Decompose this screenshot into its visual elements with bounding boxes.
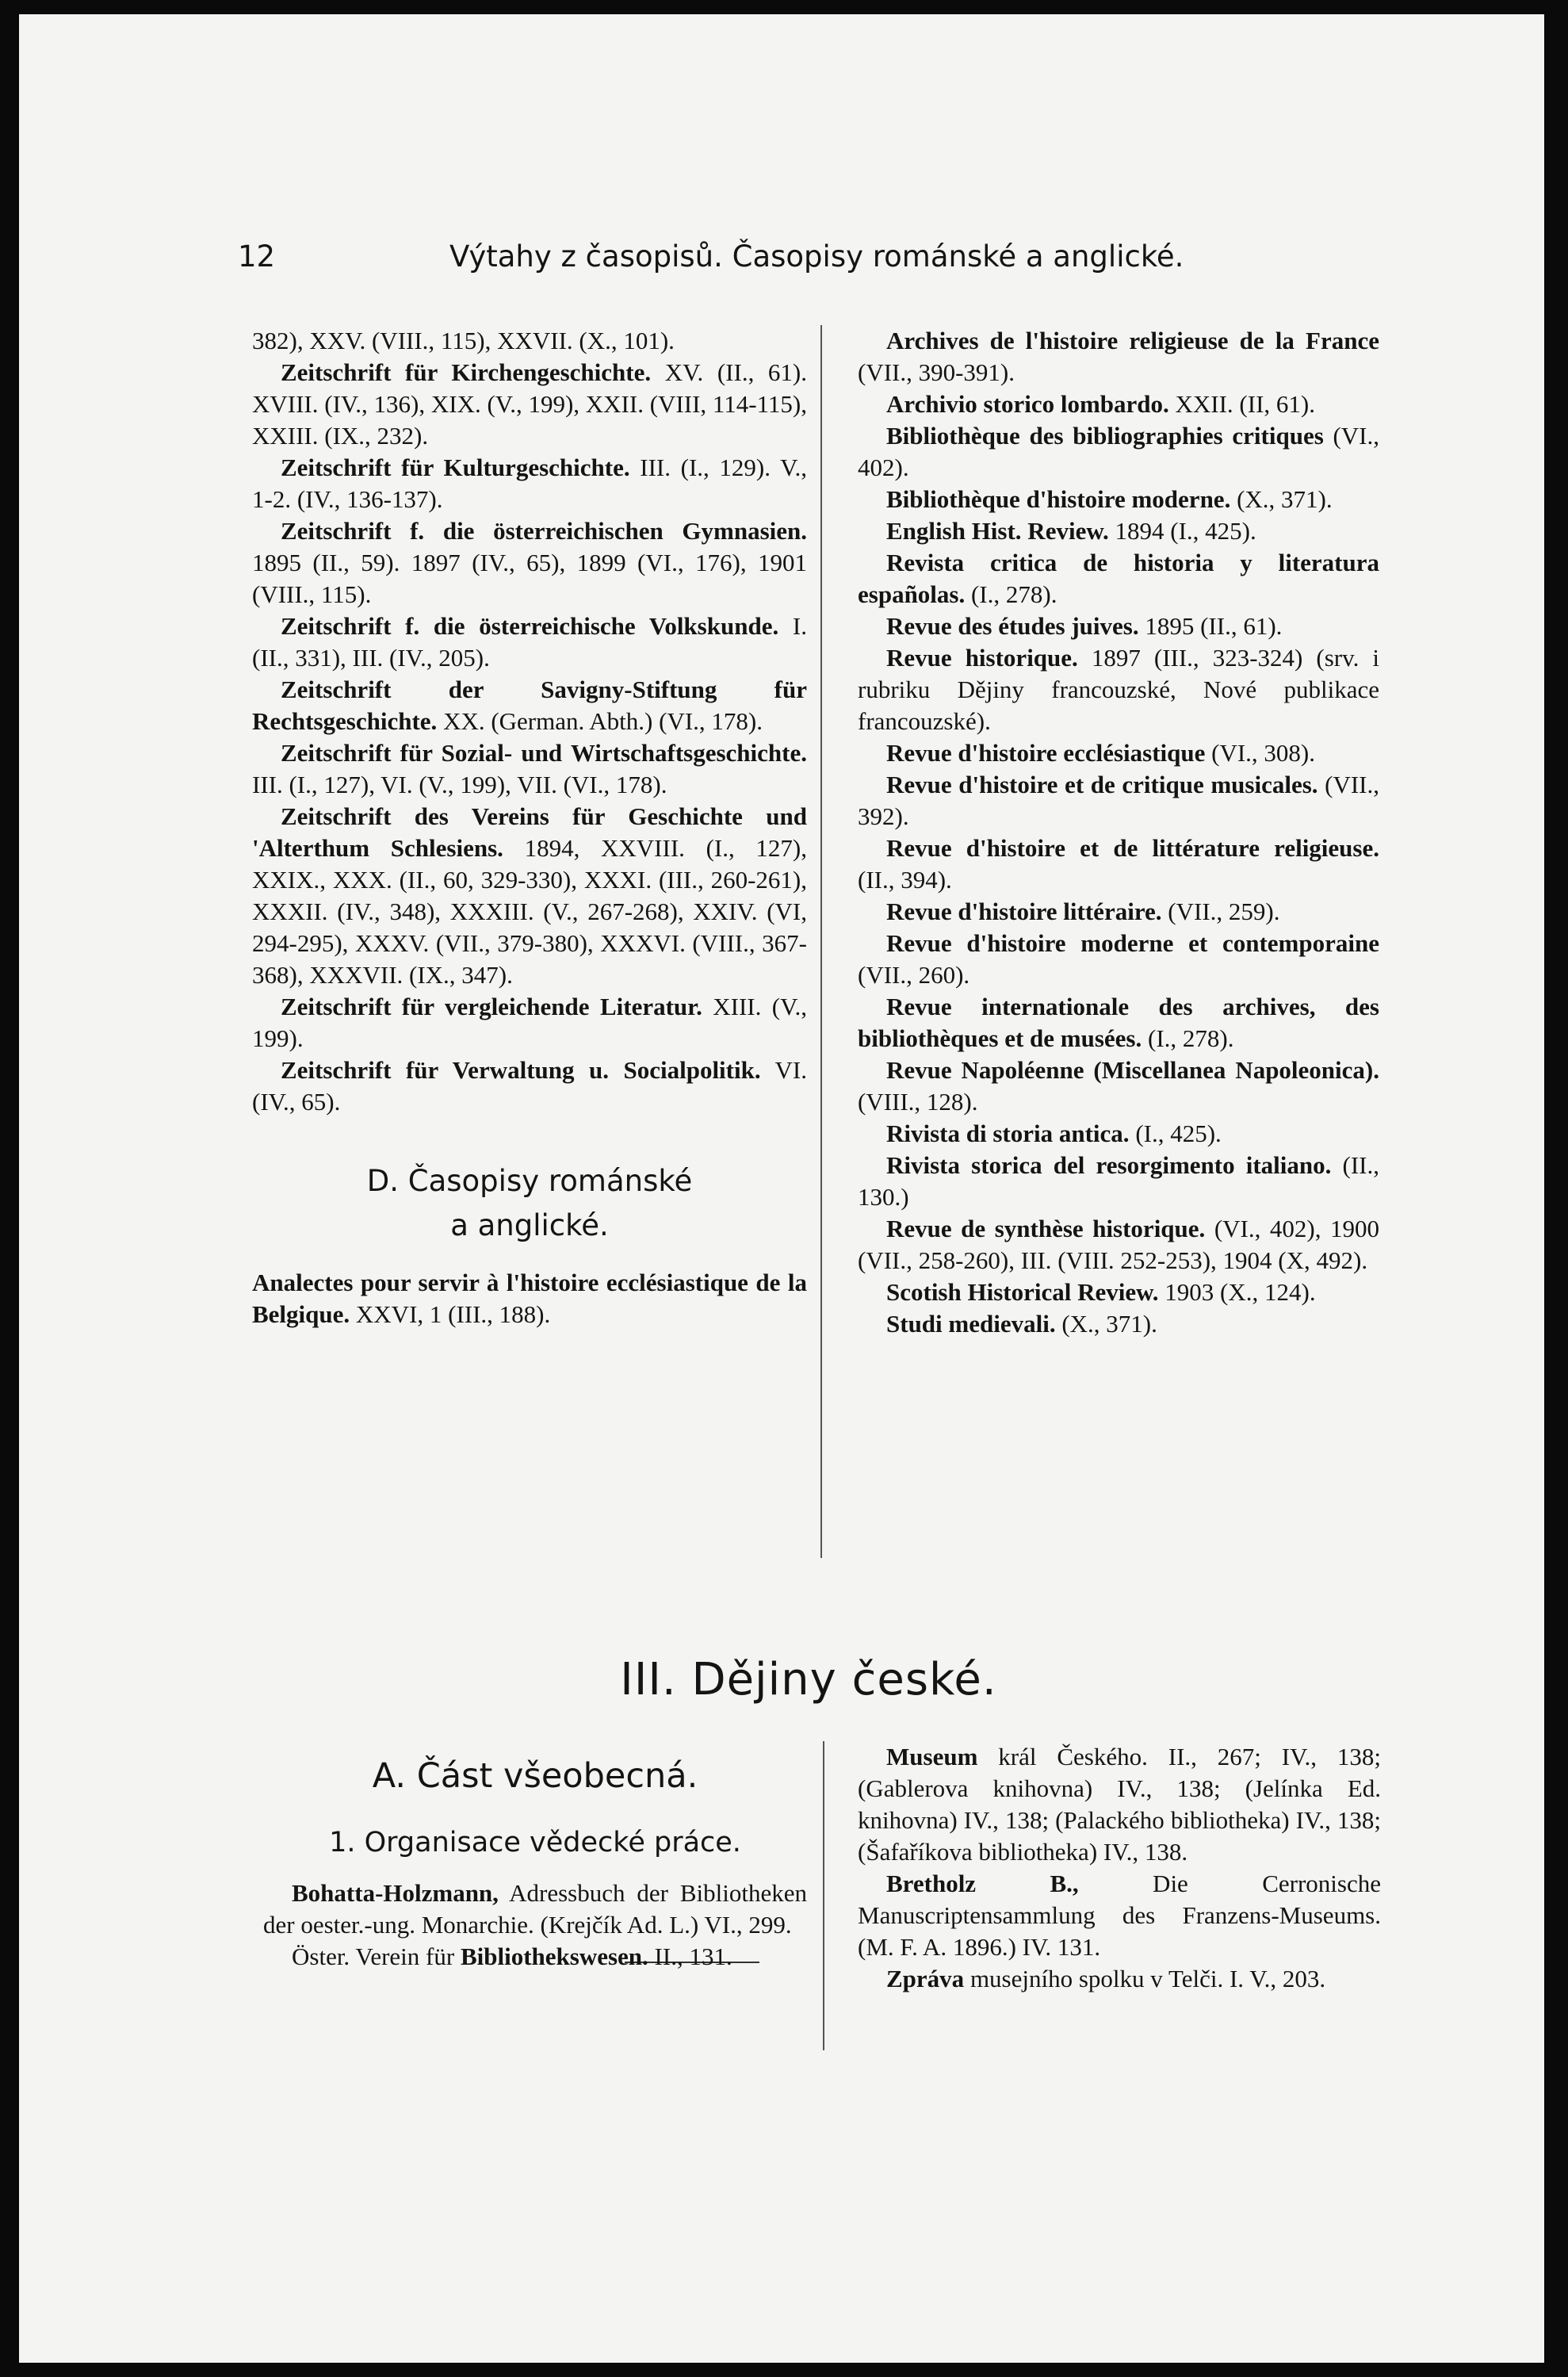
subsection-a-heading: A. Část všeobecná. xyxy=(372,1756,698,1796)
part-three-heading: III. Dějiny české. xyxy=(620,1654,997,1705)
column-divider xyxy=(820,325,822,1558)
entry: Zeitschrift für vergleichende Literatur. XIII. (V., 199). xyxy=(252,993,807,1052)
left-column-part-three xyxy=(263,1741,807,1970)
entry: English Hist. Review. 1894 (I., 425). xyxy=(886,517,1256,545)
entry: Zeitschrift f. die österreichische Volkskunde. I. (II., 331), III. (IV., 205). xyxy=(252,612,807,672)
right-column xyxy=(858,325,1379,1340)
running-title: Výtahy z časopisů. Časopisy románské a anglické. xyxy=(449,239,1184,274)
entry: Studi medievali. (X., 371). xyxy=(886,1310,1157,1338)
entry: Zpráva musejního spolku v Telči. I. V., 203. xyxy=(886,1965,1326,1992)
entry: Revue d'histoire moderne et contemporaine (VII., 260). xyxy=(858,929,1379,989)
entry: Zeitschrift für Verwaltung u. Socialpolitik. VI. (IV., 65). xyxy=(252,1056,808,1116)
left-column xyxy=(252,325,807,1330)
entry: Rivista storica del resorgimento italiano. (II., 130.) xyxy=(858,1151,1379,1211)
entry: Archivio storico lombardo. XXII. (II, 61). xyxy=(886,390,1315,418)
entry: Revue internationale des archives, des bibliothèques et de musées. (I., 278). xyxy=(858,993,1379,1052)
entry: Scotish Historical Review. 1903 (X., 124). xyxy=(886,1278,1316,1306)
entry: Bibliothèque des bibliographies critiques (VI., 402). xyxy=(858,422,1379,481)
column-divider xyxy=(823,1741,824,2050)
entry: Zeitschrift für Sozial- und Wirtschaftsgeschichte. III. (I., 127), VI. (V., 199), VII. (VI., 178). xyxy=(252,739,807,798)
entry: Bohatta-Holzmann, Adressbuch der Bibliotheken der oester.-ung. Monarchie. (Krejčík Ad. L.) VI., 299. xyxy=(263,1879,807,1939)
section-d-heading: D. Časopisy románské a anglické. xyxy=(366,1164,693,1242)
entry: Zeitschrift f. die österreichischen Gymnasien. 1895 (II., 59). 1897 (IV., 65), 1899 (VI., 176), 1901 (VIII., 115). xyxy=(252,517,807,608)
entry: Bibliothèque d'histoire moderne. (X., 371). xyxy=(886,485,1333,513)
continuation-text: 382), XXV. (VIII., 115), XXVII. (X., 101). xyxy=(252,327,675,354)
right-column-part-three xyxy=(858,1741,1381,1995)
subsection-1-heading: 1. Organisace vědecké práce. xyxy=(329,1827,741,1858)
entry: Revista critica de historia y literatura españolas. (I., 278). xyxy=(858,549,1379,608)
entry: Archives de l'histoire religieuse de la France (VII., 390-391). xyxy=(858,327,1379,386)
entry: Revue d'histoire et de critique musicales. (VII., 392). xyxy=(858,771,1379,830)
entry: Zeitschrift für Kulturgeschichte. III. (I., 129). V., 1-2. (IV., 136-137). xyxy=(252,454,807,513)
entry: Revue Napoléenne (Miscellanea Napoleonica). (VIII., 128). xyxy=(858,1056,1379,1116)
entry: Revue de synthèse historique. (VI., 402), 1900 (VII., 258-260), III. (VIII. 252-253), 1904 (X, 492). xyxy=(858,1215,1379,1274)
entry: Zeitschrift des Vereins für Geschichte und 'Alterthum Schlesiens. 1894, XXVIII. (I., 127), XXIX., XXX. (II., 60, 329-330), XXXI. (III., 260-261), XXXII. (IV., 348), XXXIII. (V., 267-268), XXIV. (VI, 294-295), XXXV. (VII., 379-380), XXXVI. (VIII., 367-368), XXXVII. (IX., 347). xyxy=(252,802,808,989)
entry: Revue d'histoire ecclésiastique (VI., 308). xyxy=(886,739,1315,767)
entry: Revue historique. 1897 (III., 323-324) (srv. i rubriku Dějiny francouzské, Nové publikace francouzské). xyxy=(858,644,1380,735)
entry: Revue d'histoire et de littérature religieuse. (II., 394). xyxy=(858,834,1379,894)
entry: Revue des études juives. 1895 (II., 61). xyxy=(886,612,1283,640)
entry: Öster. Verein für Bibliothekswesen. II., 131. xyxy=(292,1943,732,1970)
entry: Zeitschrift der Savigny-Stiftung für Rechtsgeschichte. XX. (German. Abth.) (VI., 178). xyxy=(252,676,807,735)
entry: Bretholz B., Die Cerronische Manuscriptensammlung des Franzens-Museums. (M. F. A. 1896.) IV. 131. xyxy=(858,1870,1381,1961)
entry: Analectes pour servir à l'histoire ecclésiastique de la Belgique. XXVI, 1 (III., 188). xyxy=(252,1269,807,1328)
entry: Revue d'histoire littéraire. (VII., 259). xyxy=(886,898,1280,925)
entry: Rivista di storia antica. (I., 425). xyxy=(886,1120,1222,1147)
entry: Zeitschrift für Kirchengeschichte. XV. (II., 61). XVIII. (IV., 136), XIX. (V., 199), XXII. (VIII, 114-115), XXIII. (IX., 232). xyxy=(252,358,807,450)
page-number: 12 xyxy=(238,239,276,274)
entry: Museum král Českého. II., 267; IV., 138; (Gablerova knihovna) IV., 138; (Jelínka Ed. knihovna) IV., 138; (Palackého bibliotheka) IV., 138; (Šafaříkova bibliotheka) IV., 138. xyxy=(858,1743,1381,1866)
